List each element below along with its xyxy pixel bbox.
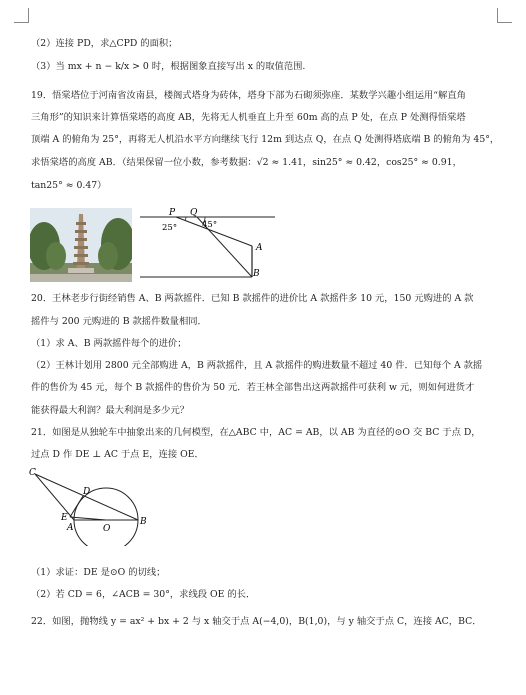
q18-part2: （2）连接 PD，求△CPD 的面积； [31, 38, 178, 49]
q22-line1: 22．如图，抛物线 y = ax² + bx + 2 与 x 轴交于点 A(−4,0)，B(1,0)，与 y 轴交于点 C，连接 AC，BC． [31, 616, 482, 627]
point-b-label: B [140, 517, 147, 527]
q18-part3: （3）当 mx + n − k/x > 0 时，根据图象直接写出 x 的取值范围. [31, 61, 306, 72]
q20-line4: （2）王林计划用 2800 元全部购进 A，B 两款摇件，且 A 款摇件的购进数量不超过 40 件．已知每个 A 款摇 [31, 360, 483, 371]
q19-line2: 三角形”的知识来计算悟棠塔的高度 AB，先将无人机垂直上升至 60m 高的点 P 处，在点 P 处测得悟棠塔 [31, 112, 466, 123]
q20-line3: （1）求 A、B 两款摇件每个的进价； [31, 338, 187, 349]
q19-line3: 顶端 A 的俯角为 25°，再将无人机沿水平方向继续飞行 12m 到达点 Q，在点 Q 处测得塔底端 B 的俯角为 45°， [31, 134, 500, 145]
q20-line6: 能获得最大利润？最大利润是多少元？ [31, 405, 190, 416]
q20-line2: 摇件与 200 元购进的 B 款摇件数量相同． [31, 316, 207, 327]
point-q-label: Q [190, 208, 198, 218]
page-corner-mark-right [497, 8, 512, 23]
q19-line5: tan25° ≈ 0.47） [31, 180, 107, 191]
point-b-label: B [253, 269, 260, 279]
point-p-label: P [169, 208, 176, 218]
page-corner-mark-left [14, 8, 29, 23]
tower-diagram [140, 208, 275, 282]
q21-part1: （1）求证：DE 是⊙O 的切线； [31, 567, 166, 578]
point-a-label: A [256, 243, 263, 253]
q20-line1: 20．王林老步行街经销售 A、B 两款摇件．已知 B 款摇件的进价比 A 款摇件多 10 元，150 元购进的 A 款 [31, 293, 474, 304]
circle-geometry-diagram [28, 466, 153, 546]
q20-line5: 件的售价为 45 元，每个 B 款摇件的售价为 50 元．若王林全部售出这两款摇件可获利 w 元，则如何进货才 [31, 382, 475, 393]
point-a-label: A [67, 523, 74, 533]
q21-line2: 过点 D 作 DE ⊥ AC 于点 E，连接 OE． [31, 449, 204, 460]
q21-part2: （2）若 CD = 6，∠ACB = 30°，求线段 OE 的长． [31, 589, 256, 600]
angle-45-label: 45° [202, 220, 218, 230]
point-o-label: O [103, 524, 111, 534]
q21-line1: 21．如图是从独轮车中抽象出来的几何模型，在△ABC 中，AC = AB，以 AB 为直径的⊙O 交 BC 于点 D， [31, 427, 481, 438]
q19-line4: 求悟棠塔的高度 AB．（结果保留一位小数，参考数据：√2 ≈ 1.41，sin25° ≈ 0.42，cos25° ≈ 0.91， [31, 157, 462, 168]
angle-25-label: 25° [162, 223, 178, 233]
pagoda-photo [30, 208, 132, 282]
point-d-label: D [83, 487, 91, 497]
point-e-label: E [61, 513, 68, 523]
point-c-label: C [29, 468, 36, 478]
q19-line1: 19．悟棠塔位于河南省汝南县，楼阁式塔身为砖体，塔身下部为石砌须弥座．某数学兴趣小组运用“解直角 [31, 90, 466, 101]
